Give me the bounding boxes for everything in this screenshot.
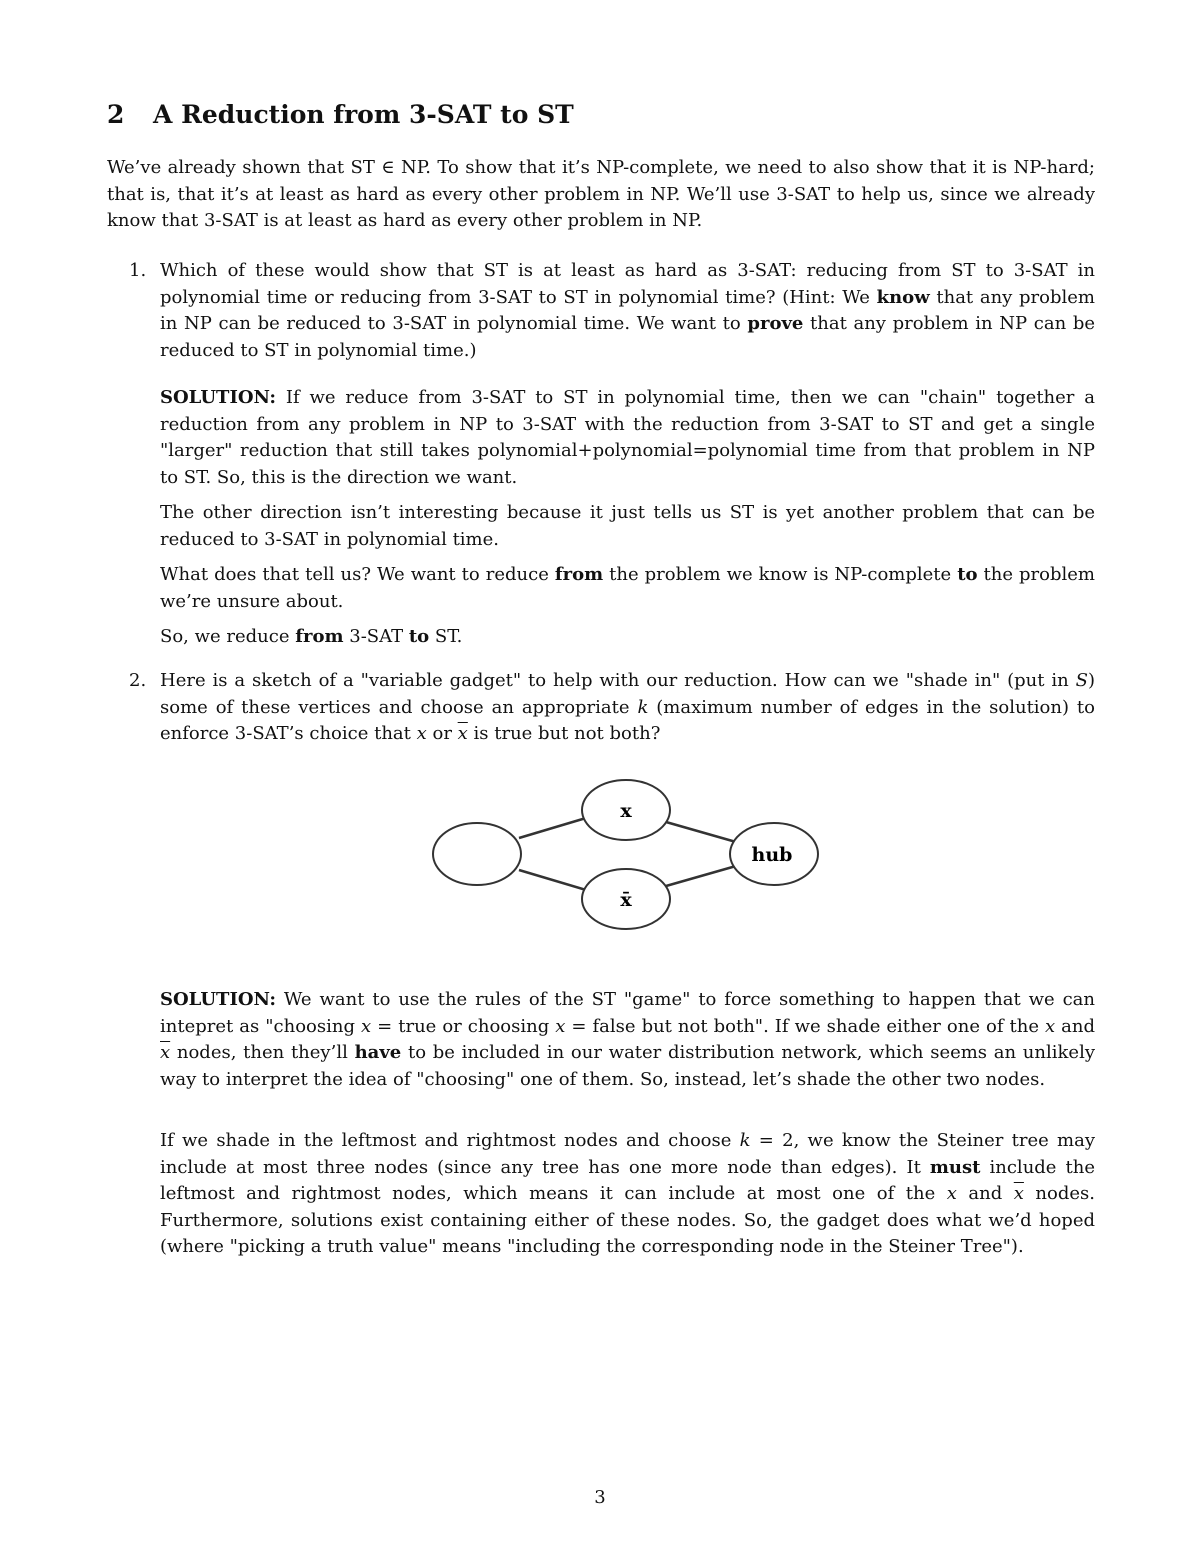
sol2-var-x1: x [360, 1015, 372, 1037]
solution-1-paragraph-4 [160, 624, 1095, 651]
node-hub-label: hub [751, 844, 793, 866]
sol2-b1: If we shade in the leftmost and rightmost nodes and choose [160, 1130, 740, 1151]
node-xbar-label: x̄ [620, 889, 632, 911]
sol2-var-xbar1: $\overline{x}$ [160, 1042, 171, 1063]
q1-bold-know: know [876, 286, 930, 308]
sol2-var-xbar2: $\overline{x}$ [1013, 1183, 1024, 1204]
sol2-a3: = false but not both". If we shade either one of the [565, 1015, 1045, 1037]
sol2-a6: to be included in our water distribution network, which seems an unlikely way to interpret the idea of "choosing" one of them. So, instead, let’s shade the other two nodes. [160, 1042, 1095, 1090]
q2-text-b: ) some of these vertices and choose an appropriate [160, 670, 1095, 718]
sol2-a2: = true or choosing [371, 1015, 556, 1037]
sol2-b3: include the leftmost and rightmost nodes, which means it can include at most one of the [160, 1156, 1095, 1204]
sol2-var-x5: x [946, 1183, 957, 1204]
solution-1-paragraph-2 [160, 500, 1095, 553]
sol1-p3-from: from [554, 564, 604, 585]
page-number: 3 [594, 1487, 606, 1508]
sol2-bold-must: must [929, 1156, 981, 1178]
sol1-p4-c: 3-SAT [343, 626, 409, 647]
q1-text-b: that any problem in NP can be reduced to 3-SAT in polynomial time. We want to [160, 286, 1095, 334]
edge-xbar-hub [666, 866, 736, 886]
solution-1-label: SOLUTION: [160, 387, 276, 408]
sol1-p3-e: the problem we’re unsure about. [160, 564, 1096, 612]
question-1-number: 1. [129, 260, 147, 281]
solution-1-paragraph [160, 385, 1095, 491]
sol2-var-x3: x [1044, 1015, 1056, 1037]
section-title: A Reduction from 3-SAT to ST [153, 100, 574, 129]
solution-1-text: If we reduce from 3-SAT to ST in polynomial time, then we can "chain" together a reduction from any problem in NP to 3-SAT with the reduction from 3-SAT to ST and get a single "larger" reduction that still takes polynomial+polynomial=polynomial time from that problem in NP to ST. So, this is the direction we want. [160, 387, 1095, 488]
node-x-label: x [620, 800, 632, 822]
sol1-p4-a: So, we reduce [160, 626, 296, 647]
sol2-var-k: k [739, 1130, 751, 1151]
question-2-number: 2. [129, 670, 147, 691]
edge-left-x [519, 818, 586, 838]
sol2-b5: nodes. Furthermore, solutions exist containing either of these nodes. So, the gadget does what we’d hoped (where "picking a truth value" means "including the corresponding node in the Steiner Tree"). [160, 1183, 1095, 1257]
sol1-p4-from: from [295, 626, 344, 647]
q2-text-a: Here is a sketch of a "variable gadget" to help with our reduction. How can we "shade in" (put in [160, 670, 1076, 691]
sol1-p3-to: to [957, 564, 978, 585]
q2-var-xbar: $\overline{x}$ [457, 723, 468, 744]
edge-left-xbar [519, 870, 586, 890]
sol2-a5: nodes, then they’ll [170, 1042, 355, 1063]
q2-text-c: (maximum number of edges in the solution) to enforce 3-SAT’s choice that [160, 696, 1095, 744]
q1-text-c: that any problem in NP can be reduced to ST in polynomial time.) [160, 313, 1095, 361]
edge-x-hub [666, 822, 736, 842]
section-heading [107, 100, 574, 129]
q2-var-k: k [637, 696, 649, 718]
sol2-bold-have: have [354, 1042, 402, 1063]
question-2-text [160, 668, 1095, 748]
q2-var-x: x [416, 723, 427, 744]
q1-text-a: Which of these would show that ST is at least as hard as 3-SAT: reducing from ST to 3-SAT in polynomial time or reducing from 3-SAT to ST in polynomial time? (Hint: We [160, 260, 1095, 308]
solution-2-paragraph [160, 987, 1095, 1093]
q2-var-S: S [1075, 670, 1088, 691]
solution-1-text-2: The other direction isn’t interesting because it just tells us ST is yet another problem that can be reduced to 3-SAT in polynomial time. [160, 502, 1095, 550]
variable-gadget-diagram [420, 772, 830, 942]
section-number: 2 [107, 100, 125, 129]
sol2-b4: and [956, 1183, 1014, 1204]
sol2-b2: = 2, we know the Steiner tree may include at most three nodes (since any tree has one more node than edges). It [160, 1130, 1095, 1178]
sol2-a1: We want to use the rules of the ST "game" to force something to happen that we can intepret as "choosing [160, 989, 1095, 1037]
intro-paragraph [107, 155, 1095, 235]
solution-2-label: SOLUTION: [160, 989, 276, 1010]
q2-text-or: or [426, 723, 458, 744]
sol2-a4: and [1055, 1015, 1095, 1037]
solution-2-paragraph-2 [160, 1128, 1095, 1261]
q2-text-d: is true but not both? [467, 723, 661, 744]
intro-text: We’ve already shown that ST ∈ NP. To show that it’s NP-complete, we need to also show that it is NP-hard; that is, that it’s at least as hard as every other problem in NP. We’ll use 3-SAT to help us, since we already know that 3-SAT is at least as hard as every other problem in NP. [107, 157, 1095, 231]
sol1-p4-to: to [408, 626, 430, 647]
sol1-p4-e: ST. [429, 626, 463, 647]
sol1-p3-a: What does that tell us? We want to reduce [160, 564, 555, 585]
node-left [433, 823, 521, 885]
solution-1-paragraph-3 [160, 562, 1095, 615]
q1-bold-prove: prove [747, 313, 804, 334]
question-1-text [160, 258, 1095, 364]
sol1-p3-c: the problem we know is NP-complete [603, 564, 958, 585]
sol2-var-x2: x [555, 1015, 566, 1037]
